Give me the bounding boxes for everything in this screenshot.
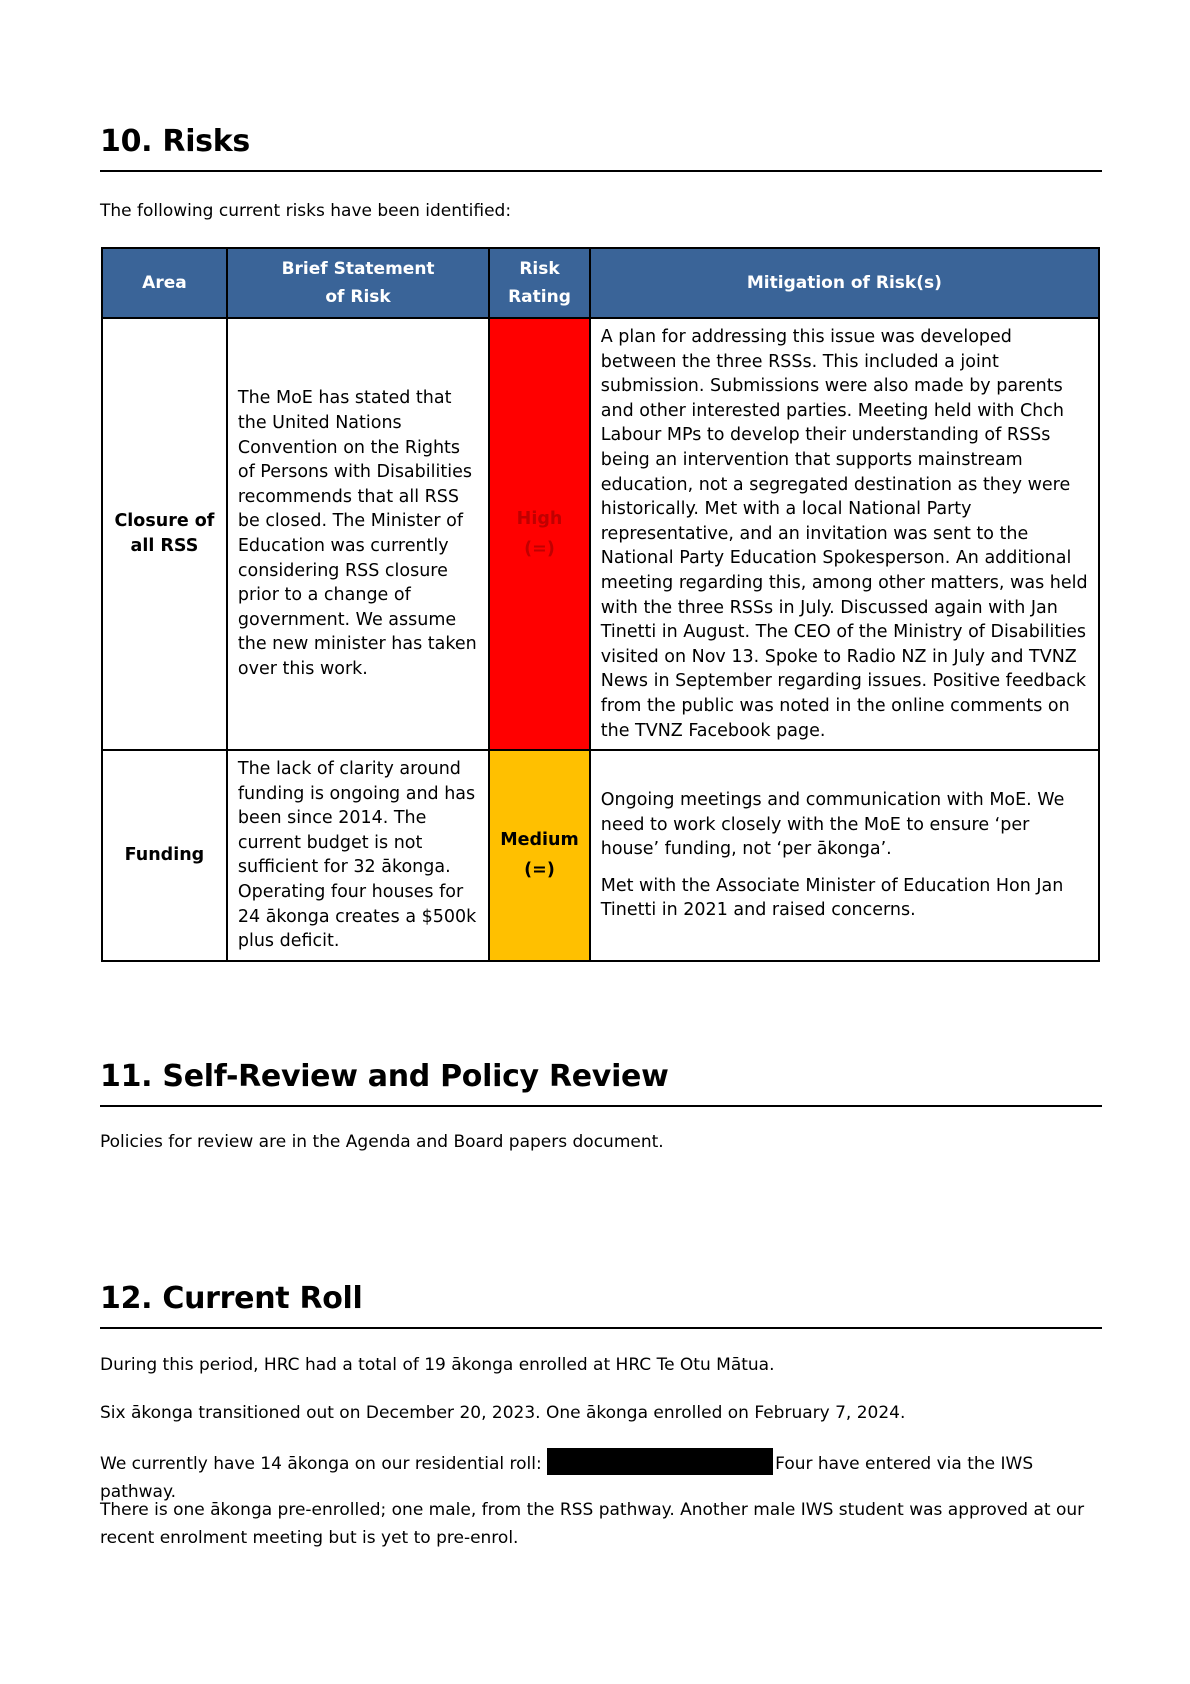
risk-table xyxy=(101,247,1100,962)
rating-trend: (=) xyxy=(524,539,555,560)
header-statement-line2: of Risk xyxy=(325,287,391,307)
roll-paragraph-3-before: We currently have 14 ākonga on our residential roll: xyxy=(100,1454,542,1474)
header-statement xyxy=(227,248,489,318)
row-area-cell xyxy=(102,750,227,961)
roll-paragraph-2: Six ākonga transitioned out on December 20, 2023. One ākonga enrolled on February 7, 2024. xyxy=(100,1403,906,1423)
row-area-cell xyxy=(102,318,227,750)
redaction-block xyxy=(547,1448,773,1475)
rating-trend: (=) xyxy=(524,860,555,881)
header-mitigation xyxy=(590,248,1099,318)
header-rating-line2: Rating xyxy=(508,287,571,307)
row-area-line1: Closure of xyxy=(114,511,215,532)
risk-table-header-row xyxy=(102,248,1099,318)
risk-rating-medium xyxy=(489,750,590,961)
row-statement-cell: The MoE has stated that the United Nations Convention on the Rights of Persons with Disabilities recommends that all RSS be closed. The Minister of Education was currently considering RSS closure prior to a change of government. We assume the new minister has taken over this work. xyxy=(227,318,489,750)
mitigation-paragraph: A plan for addressing this issue was developed between the three RSSs. This included a joint submission. Submissions were also made by parents and other interested parties. Meeting held with Chch Labour MPs to develop their understanding of RSSs being an intervention that supports mainstream education, not a segregated destination as they were historically. Met with a local National Party representative, and an invitation was sent to the National Party Education Spokesperson. An additional meeting regarding this, among other matters, was held with the three RSSs in July. Discussed again with Jan Tinetti in August. The CEO of the Ministry of Disabilities visited on Nov 13. Spoke to Radio NZ in July and TVNZ News in September regarding issues. Positive feedback from the public was noted in the online comments on the TVNZ Facebook page. xyxy=(600,327,1088,741)
self-review-body: Policies for review are in the Agenda and Board papers document. xyxy=(100,1132,664,1152)
mitigation-paragraph: Met with the Associate Minister of Education Hon Jan Tinetti in 2021 and raised concerns. xyxy=(600,875,1064,921)
header-rating-line1: Risk xyxy=(519,259,560,279)
header-statement-line1: Brief Statement xyxy=(281,259,435,279)
roll-paragraph-1: During this period, HRC had a total of 19 ākonga enrolled at HRC Te Otu Mātua. xyxy=(100,1355,775,1375)
table-row xyxy=(102,318,1099,750)
section-title-current-roll: 12. Current Roll xyxy=(100,1279,1102,1329)
table-row xyxy=(102,750,1099,961)
risk-rating-high xyxy=(489,318,590,750)
roll-paragraph-3-after: Four have entered via the IWS pathway. xyxy=(100,1454,1034,1502)
row-area-line1: Funding xyxy=(124,845,205,866)
rating-label: High xyxy=(516,509,563,530)
section-title-self-review: 11. Self-Review and Policy Review xyxy=(100,1057,1102,1107)
rating-label: Medium xyxy=(500,830,579,851)
mitigation-paragraph: Ongoing meetings and communication with MoE. We need to work closely with the MoE to ensure ‘per house’ funding, not ‘per ākonga’. xyxy=(600,789,1065,860)
risks-intro: The following current risks have been identified: xyxy=(100,201,512,221)
header-area-label: Area xyxy=(142,273,187,293)
header-area xyxy=(102,248,227,318)
row-statement-cell: The lack of clarity around funding is ongoing and has been since 2014. The current budget is not sufficient for 32 ākonga. Operating four houses for 24 ākonga creates a $500k plus deficit. xyxy=(227,750,489,961)
roll-paragraph-4: There is one ākonga pre-enrolled; one male, from the RSS pathway. Another male IWS student was approved at our recent enrolment meeting but is yet to pre-enrol. xyxy=(100,1500,1085,1548)
row-area-line2: all RSS xyxy=(130,536,199,557)
row-mitigation-cell xyxy=(590,750,1099,961)
header-rating xyxy=(489,248,590,318)
header-mitigation-label: Mitigation of Risk(s) xyxy=(746,273,942,293)
section-title-risks: 10. Risks xyxy=(100,122,1102,172)
row-mitigation-cell xyxy=(590,318,1099,750)
